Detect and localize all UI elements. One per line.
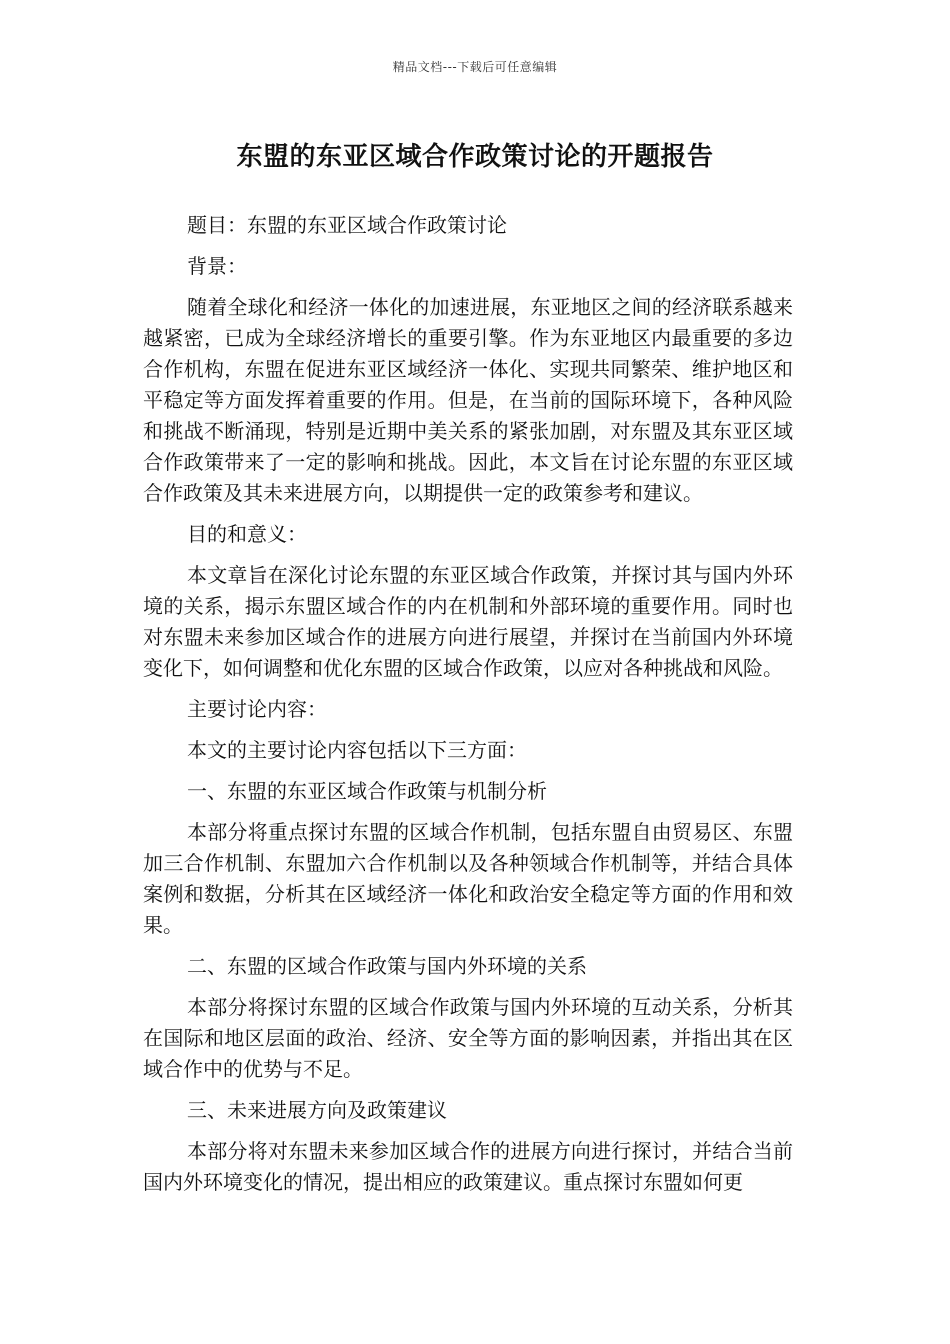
background-heading: 背景： (187, 254, 247, 278)
section-three-paragraph: 本部分将对东盟未来参加区域合作的进展方向进行探讨，并结合当前国内外环境变化的情况，提出相应的政策建议。重点探讨东盟如何更 (143, 1139, 793, 1194)
main-content-heading: 主要讨论内容： (187, 697, 327, 721)
header-note: 精品文档---下载后可任意编辑 (392, 60, 558, 74)
document-title: 东盟的东亚区域合作政策讨论的开题报告 (236, 142, 714, 172)
section-one-paragraph: 本部分将重点探讨东盟的区域合作机制，包括东盟自由贸易区、东盟加三合作机制、东盟加六合作机制以及各种领域合作机制等，并结合具体案例和数据，分析其在区域经济一体化和政治安全稳定等方面的作用和效果。 (143, 820, 793, 937)
purpose-heading: 目的和意义： (187, 522, 307, 546)
main-content-intro: 本文的主要讨论内容包括以下三方面： (187, 738, 527, 762)
topic-line: 题目：东盟的东亚区域合作政策讨论 (187, 213, 507, 237)
section-three-heading: 三、未来进展方向及政策建议 (187, 1098, 447, 1122)
purpose-paragraph: 本文章旨在深化讨论东盟的东亚区域合作政策，并探讨其与国内外环境的关系，揭示东盟区域合作的内在机制和外部环境的重要作用。同时也对东盟未来参加区域合作的进展方向进行展望，并探讨在当前国内外环境变化下，如何调整和优化东盟的区域合作政策，以应对各种挑战和风险。 (143, 563, 793, 680)
document-body (143, 210, 793, 1208)
section-one-heading: 一、东盟的东亚区域合作政策与机制分析 (187, 779, 547, 803)
background-paragraph: 随着全球化和经济一体化的加速进展，东亚地区之间的经济联系越来越紧密，已成为全球经济增长的重要引擎。作为东亚地区内最重要的多边合作机构，东盟在促进东亚区域经济一体化、实现共同繁荣、维护地区和平稳定等方面发挥着重要的作用。但是，在当前的国际环境下，各种风险和挑战不断涌现，特别是近期中美关系的紧张加剧，对东盟及其东亚区域合作政策带来了一定的影响和挑战。因此，本文旨在讨论东盟的东亚区域合作政策及其未来进展方向，以期提供一定的政策参考和建议。 (143, 295, 793, 505)
section-two-paragraph: 本部分将探讨东盟的区域合作政策与国内外环境的互动关系，分析其在国际和地区层面的政治、经济、安全等方面的影响因素，并指出其在区域合作中的优势与不足。 (143, 995, 793, 1081)
section-two-heading: 二、东盟的区域合作政策与国内外环境的关系 (187, 954, 587, 978)
